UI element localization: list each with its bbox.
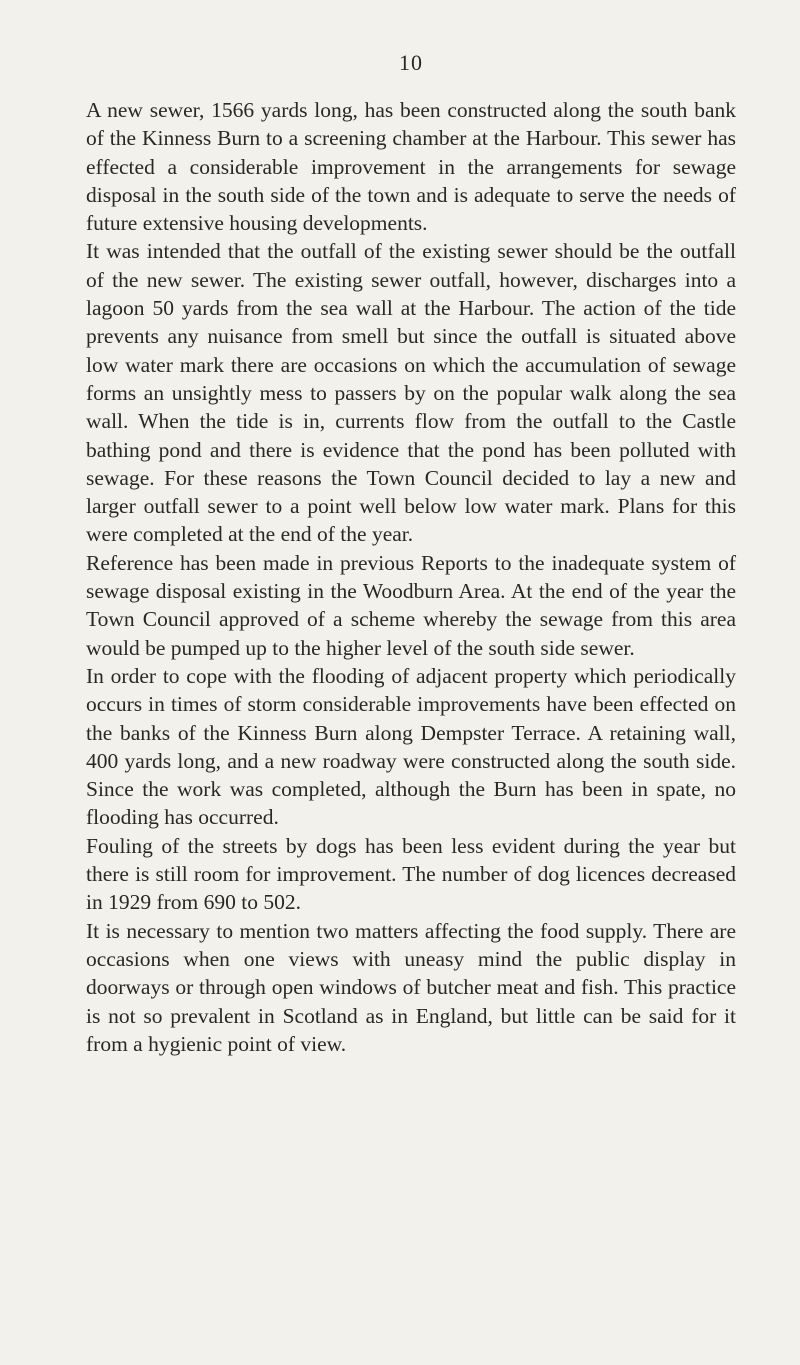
page-number: 10 bbox=[399, 50, 423, 75]
paragraph-outfall: It was intended that the outfall of the existing sewer should be the outfall of the new sewer. The existing sewer outfall, however, discharges into a lagoon 50 yards from the sea wall at the Harbour. The action of the tide prevents any nuisance from smell but since the outfall is situated above low water mark there are occasions on which the accumulation of sewage forms an unsightly mess to passers by on the popular walk along the sea wall. When the tide is in, currents flow from the outfall to the Castle bathing pond and there is evidence that the pond has been polluted with sewage. For these reasons the Town Council decided to lay a new and larger outfall sewer to a point well below low water mark. Plans for this were completed at the end of the year. bbox=[86, 239, 736, 547]
body-text bbox=[86, 96, 736, 1058]
paragraph-food-supply: It is necessary to mention two matters affecting the food supply. There are occasions when one views with uneasy mind the public display in doorways or through open windows of butcher meat and fish. This practice is not so prevalent in Scotland as in England, but little can be said for it from a hygienic point of view. bbox=[86, 918, 736, 1056]
paragraph-new-sewer: A new sewer, 1566 yards long, has been constructed along the south bank of the Kinness Burn to a screening chamber at the Harbour. This sewer has effected a considerable improvement in the arrangements for sewage disposal in the south side of the town and is adequate to serve the needs of future extensive housing developments. bbox=[86, 98, 736, 236]
paragraph-flooding: In order to cope with the flooding of adjacent property which periodically occurs in times of storm considerable improvements have been effected on the banks of the Kinness Burn along Dempster Terrace. A retaining wall, 400 yards long, and a new roadway were constructed along the south side. Since the work was completed, although the Burn has been in spate, no flooding has occurred. bbox=[86, 663, 736, 830]
paragraph-dog-fouling: Fouling of the streets by dogs has been less evident during the year but there is still room for improvement. The number of dog licences decreased in 1929 from 690 to 502. bbox=[86, 833, 736, 915]
paragraph-woodburn-area: Reference has been made in previous Reports to the inadequate system of sewage disposal existing in the Woodburn Area. At the end of the year the Town Council approved of a scheme whereby the sewage from this area would be pumped up to the higher level of the south side sewer. bbox=[86, 550, 736, 660]
